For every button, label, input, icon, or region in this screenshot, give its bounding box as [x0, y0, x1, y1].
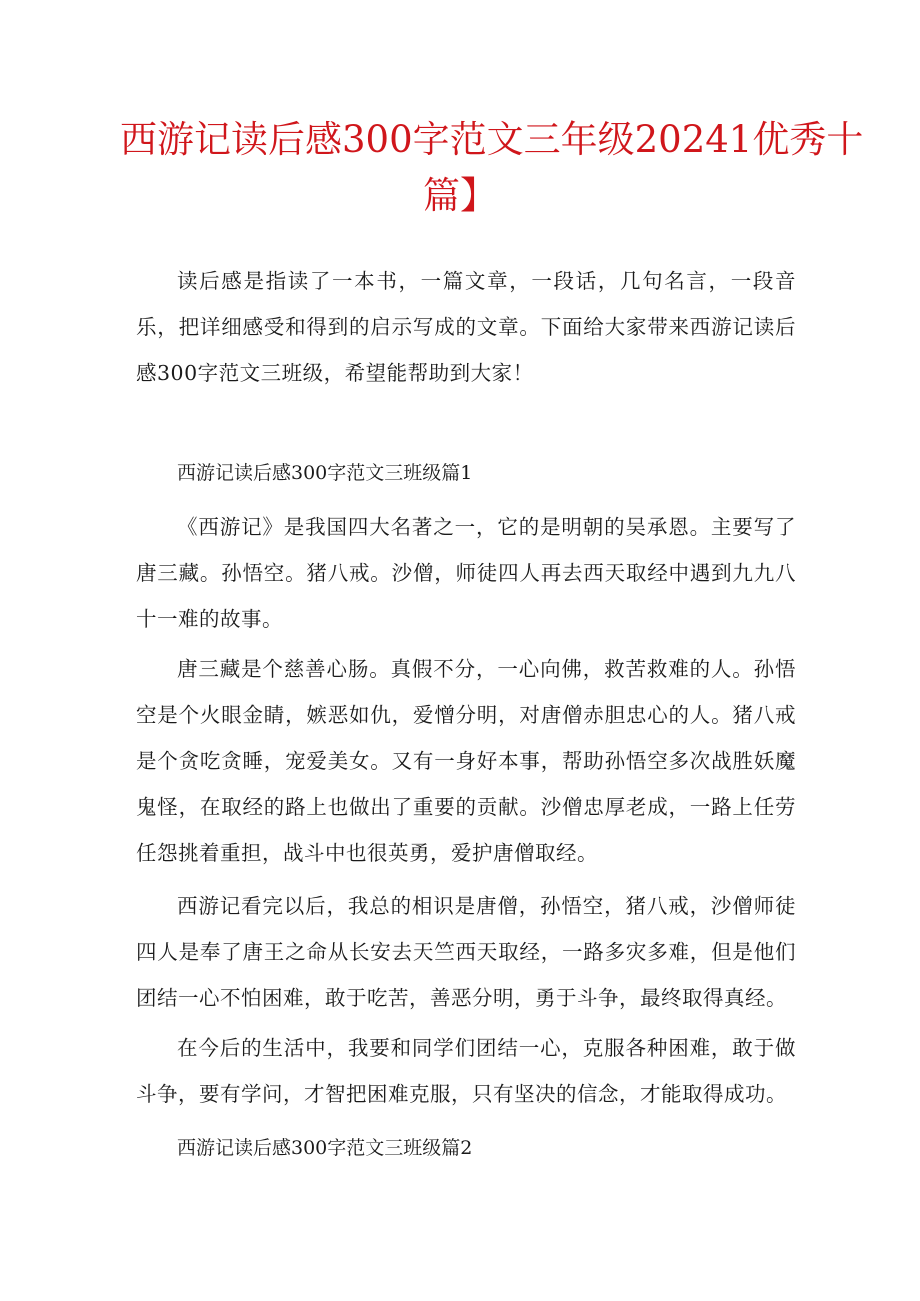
- title-line-1: 西游记读后感300字范文三年级20241优秀十: [120, 118, 864, 161]
- section-1-paragraph-3: 西游记看完以后，我总的相识是唐僧，孙悟空，猪八戒，沙僧师徒四人是奉了唐王之命从长安去天竺西天取经，一路多灾多难，但是他们团结一心不怕困难，敢于吃苦，善恶分明，勇于斗争，最终取得真经。: [136, 894, 796, 1010]
- title-line-2: 篇】: [423, 174, 497, 217]
- section-1-paragraph-2: 唐三藏是个慈善心肠。真假不分，一心向佛，救苦救难的人。孙悟空是个火眼金睛，嫉恶如仇，爱憎分明，对唐僧赤胆忠心的人。猪八戒是个贪吃贪睡，宠爱美女。又有一身好本事，帮助孙悟空多次战胜妖魔鬼怪，在取经的路上也做出了重要的贡献。沙僧忠厚老成，一路上任劳任怨挑着重担，战斗中也很英勇，爱护唐僧取经。: [136, 657, 796, 865]
- section-1-paragraph-4: 在今后的生活中，我要和同学们团结一心，克服各种困难，敢于做斗争，要有学问，才智把困难克服，只有坚决的信念，才能取得成功。: [136, 1036, 796, 1106]
- section-1-paragraph-1: 《西游记》是我国四大名著之一，它的是明朝的吴承恩。主要写了唐三藏。孙悟空。猪八戒。沙僧，师徒四人再去西天取经中遇到九九八十一难的故事。: [136, 515, 796, 631]
- intro-paragraph: 读后感是指读了一本书，一篇文章，一段话，几句名言，一段音乐，把详细感受和得到的启示写成的文章。下面给大家带来西游记读后感300字范文三班级，希望能帮助到大家！: [136, 269, 796, 385]
- section-2-heading: 西游记读后感300字范文三班级篇2: [177, 1137, 473, 1159]
- document-title: [120, 112, 864, 224]
- section-1-heading: 西游记读后感300字范文三班级篇1: [177, 462, 473, 484]
